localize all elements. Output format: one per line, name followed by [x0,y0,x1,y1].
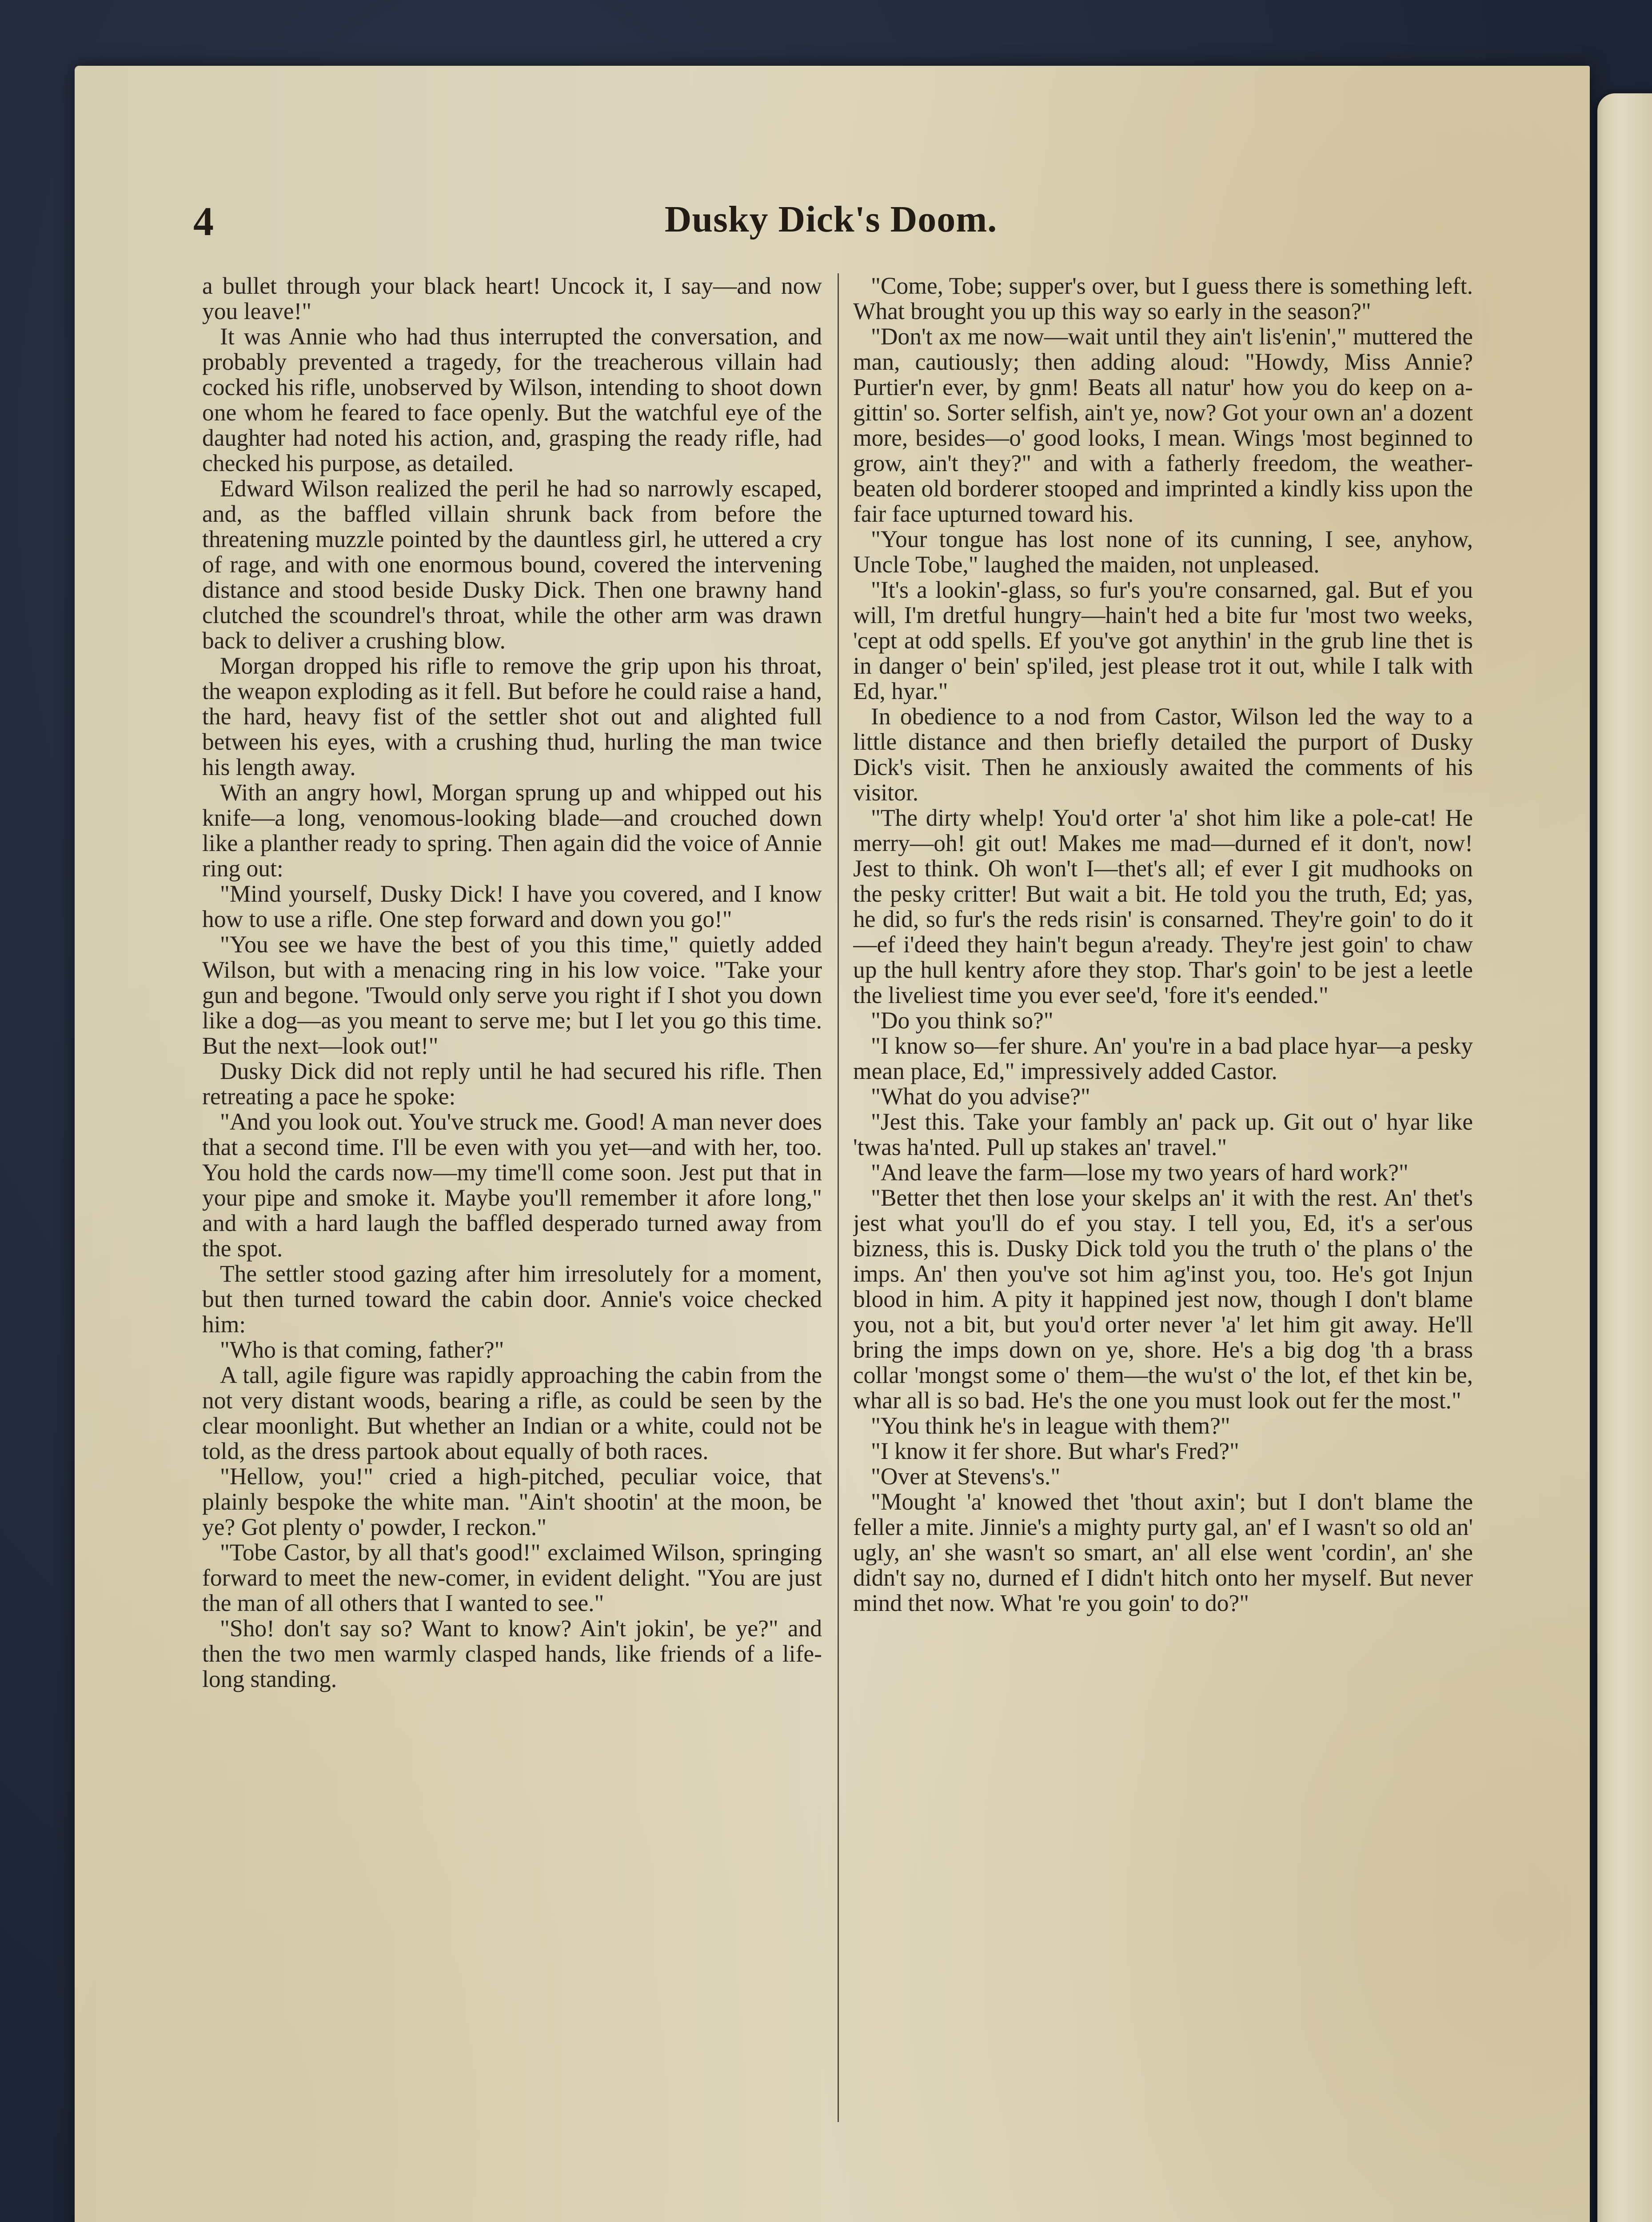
paragraph: "Come, Tobe; supper's over, but I guess there is something left. What brought you up this way so early in the season?" [853,273,1473,324]
paragraph: "And you look out. You've struck me. Good! A man never does that a second time. I'll be even with you yet—and with her, too. You hold the cards now—my time'll come soon. Jest put that in your pipe and smoke it. Maybe you'll remember it afore long," and with a hard laugh the baffled desperado turned away from the spot. [202,1108,822,1262]
paragraph: Dusky Dick did not reply until he had secured his rifle. Then retreating a pace he spoke: [202,1058,822,1110]
paragraph: Edward Wilson realized the peril he had so narrowly escaped, and, as the baffled villain shrunk back from before the threatening muzzle pointed by the dauntless girl, he uttered a cry of rage, and with one enormous bound, covered the intervening distance and stood beside Dusky Dick. Then one brawny hand clutched the scoundrel's throat, while the other arm was drawn back to deliver a crushing blow. [202,475,822,654]
paragraph: "Don't ax me now—wait until they ain't lis'enin'," muttered the man, cautiously; then adding aloud: "Howdy, Miss Annie? Purtier'n ever, by gnm! Beats all natur' how you do keep on a-gittin' so. Sorter selfish, ain't ye, now? Got your own an' a dozent more, besides—o' good looks, I mean. Wings 'most beginned to grow, ain't they?" and with a fatherly freedom, the weather-beaten old borderer stooped and imprinted a kindly kiss upon the fair face upturned toward his. [853,323,1473,527]
paragraph: "Who is that coming, father?" [220,1336,504,1363]
paragraph: In obedience to a nod from Castor, Wilson led the way to a little distance and then briefly detailed the purport of Dusky Dick's visit. Then he anxiously awaited the comments of his visitor. [853,703,1473,806]
adjacent-page-edge [1597,93,1652,2222]
paragraph: "Sho! don't say so? Want to know? Ain't jokin', be ye?" and then the two men warmly clasped hands, like friends of a life-long standing. [202,1615,822,1692]
paragraph: "Over at Stevens's." [871,1463,1061,1490]
paragraph: "Mought 'a' knowed thet 'thout axin'; but I don't blame the feller a mite. Jinnie's a mighty purty gal, an' ef I wasn't so old an' ugly, an' she wasn't so smart, an' all else went 'cordin', an' she didn't say no, durned ef I didn't hitch onto her myself. But never mind thet now. What 're you goin' to do?" [853,1488,1473,1616]
paragraph: "You think he's in league with them?" [871,1412,1230,1439]
running-title: Dusky Dick's Doom. [664,199,998,240]
page-header [193,198,1468,247]
paragraph: "Jest this. Take your fambly an' pack up. Git out o' hyar like 'twas ha'nted. Pull up stakes an' travel." [853,1108,1473,1160]
paragraph: "It's a lookin'-glass, so fur's you're consarned, gal. But ef you will, I'm dretful hungry—hain't hed a bite fur 'most two weeks, 'cept at odd spells. Ef you've got anythin' in the grub line thet is in danger o' bein' sp'iled, jest please trot it out, while I talk with Ed, hyar." [853,576,1473,704]
paragraph: The settler stood gazing after him irresolutely for a moment, but then turned toward the cabin door. Annie's voice checked him: [202,1260,822,1338]
paragraph: "Better thet then lose your skelps an' it with the rest. An' thet's jest what you'll do ef you stay. I tell you, Ed, it's a ser'ous bizness, this is. Dusky Dick told you the truth o' the plans o' the imps. An' then you've sot him ag'inst you, too. He's got Injun blood in him. A pity it happined jest now, though I don't blame you, not a bit, but you'd orter never 'a' let him git away. He'll bring the imps down on ye, shore. He's a big dog 'th a brass collar 'mongst some o' them—the wu'st o' the lot, ef thet kin be, whar all is so bad. He's the one you must look out fer the most." [853,1184,1473,1414]
paragraph: With an angry howl, Morgan sprung up and whipped out his knife—a long, venomous-looking blade—and crouched down like a planther ready to spring. Then again did the voice of Annie ring out: [202,779,822,882]
paragraph: "I know it fer shore. But whar's Fred?" [871,1438,1239,1464]
paragraph: "And leave the farm—lose my two years of hard work?" [871,1159,1409,1186]
paragraph: "Mind yourself, Dusky Dick! I have you covered, and I know how to use a rifle. One step forward and down you go!" [202,880,822,932]
paragraph: It was Annie who had thus interrupted the conversation, and probably prevented a tragedy, for the treacherous villain had cocked his rifle, unobserved by Wilson, intending to shoot down one whom he feared to face openly. But the watchful eye of the daughter had noted his action, and, grasping the ready rifle, had checked his purpose, as detailed. [202,323,822,476]
paragraph: "Your tongue has lost none of its cunning, I see, anyhow, Uncle Tobe," laughed the maiden, not unpleased. [853,526,1473,578]
paragraph: "What do you advise?" [871,1083,1090,1110]
paragraph: "I know so—fer shure. An' you're in a bad place hyar—a pesky mean place, Ed," impressively added Castor. [853,1032,1473,1084]
page-number: 4 [193,199,214,244]
paragraph: "Tobe Castor, by all that's good!" exclaimed Wilson, springing forward to meet the new-comer, in evident delight. "You are just the man of all others that I wanted to see." [202,1539,822,1616]
paragraph: a bullet through your black heart! Uncock it, I say—and now you leave!" [202,273,822,324]
paragraph: "You see we have the best of you this time," quietly added Wilson, but with a menacing ring in his low voice. "Take your gun and begone. 'Twould only serve you right if I shot you down like a dog—as you meant to serve me; but I let you go this time. But the next—look out!" [202,931,822,1059]
paragraph: "Do you think so?" [871,1007,1053,1034]
column-divider [838,273,839,2122]
left-text-column [202,273,822,2118]
right-text-column [853,273,1473,2118]
paragraph: "The dirty whelp! You'd orter 'a' shot him like a pole-cat! He merry—oh! git out! Makes me mad—durned ef it don't, now! Jest to think. Oh won't I—thet's all; ef ever I git mudhooks on the pesky critter! But wait a bit. He told you the truth, Ed; yas, he did, so fur's the reds risin' is consarned. They're goin' to do it—ef i'deed they hain't begun a'ready. They're jest goin' to chaw up the hull kentry afore they stop. Thar's goin' to be jest a leetle the liveliest time you ever see'd, 'fore it's eended." [853,804,1473,1008]
paragraph: "Hellow, you!" cried a high-pitched, peculiar voice, that plainly bespoke the white man. "Ain't shootin' at the moon, be ye? Got plenty o' powder, I reckon." [202,1463,822,1540]
paragraph: Morgan dropped his rifle to remove the grip upon his throat, the weapon exploding as it fell. But before he could raise a hand, the hard, heavy fist of the settler shot out and alighted full between his eyes, with a crushing thud, hurling the man twice his length away. [202,652,822,780]
paragraph: A tall, agile figure was rapidly approaching the cabin from the not very distant woods, bearing a rifle, as could be seen by the clear moonlight. But whether an Indian or a white, could not be told, as the dress partook about equally of both races. [202,1362,822,1464]
